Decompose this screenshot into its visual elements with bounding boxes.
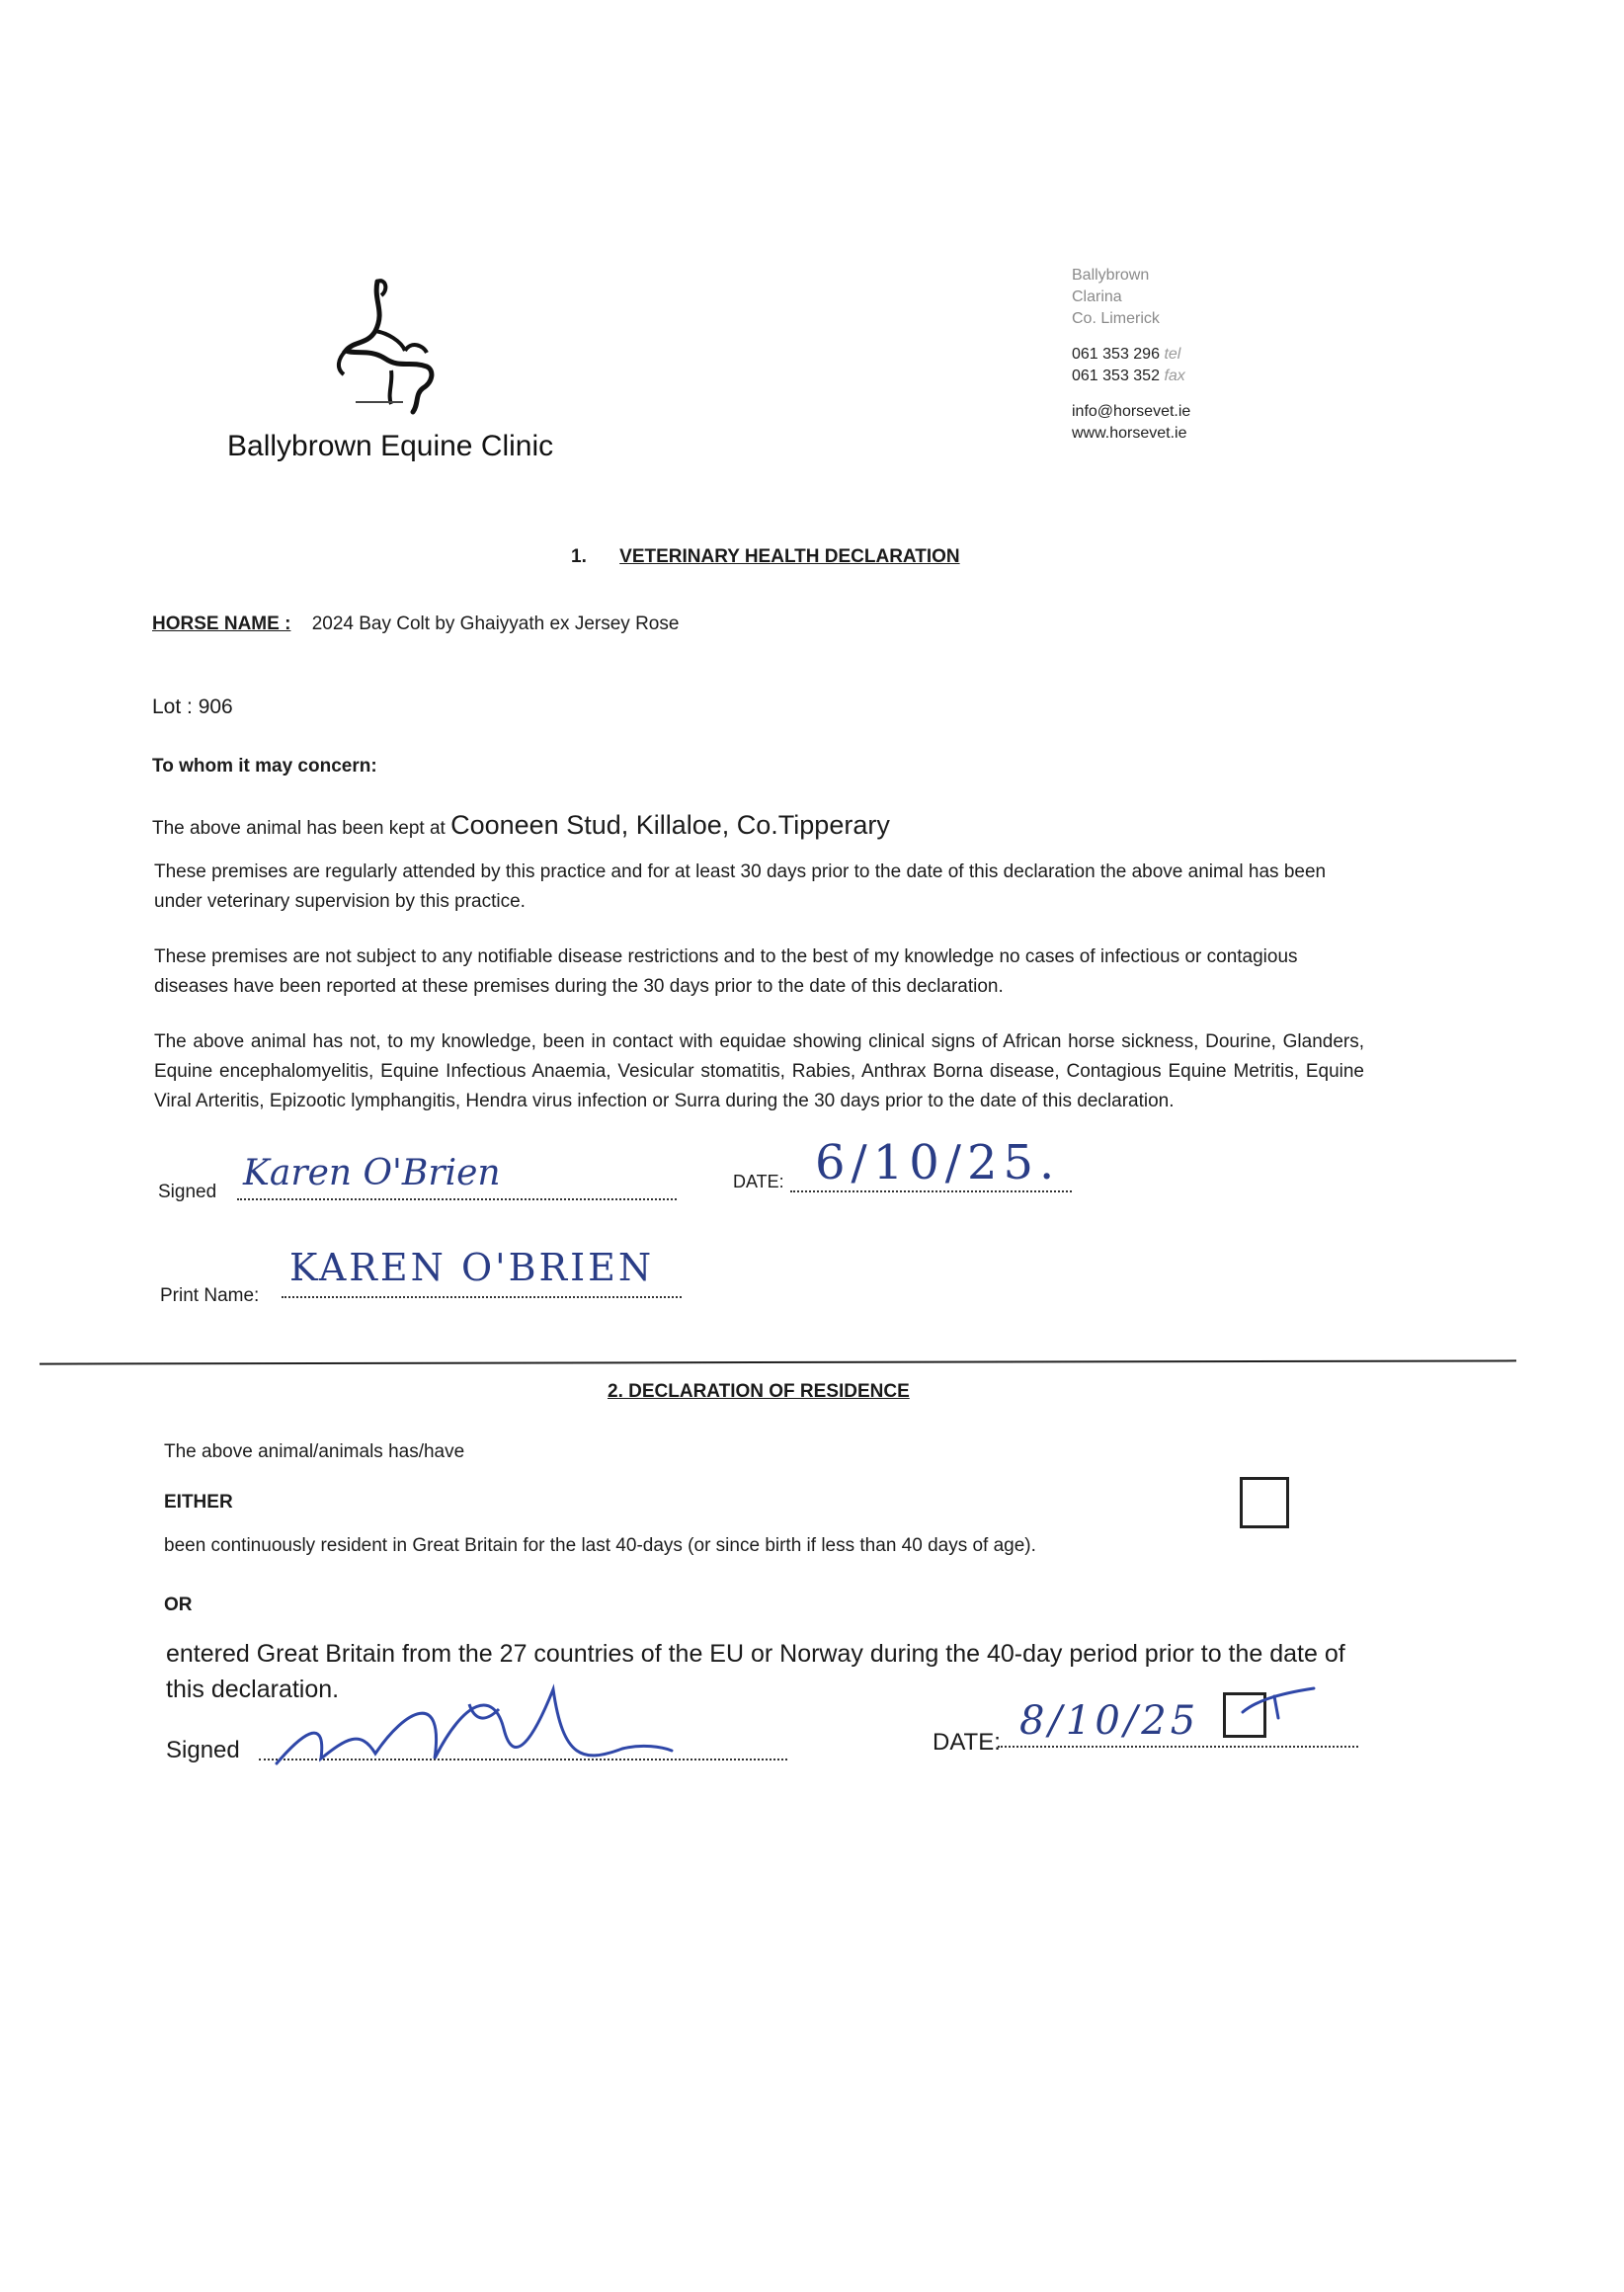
- print-name-handwritten: KAREN O'BRIEN: [289, 1246, 655, 1289]
- signed-label-2: Signed: [166, 1737, 240, 1763]
- kept-at-location: Cooneen Stud, Killaloe, Co.Tipperary: [450, 810, 890, 840]
- paragraph-disease-free: These premises are not subject to any notifiable disease restrictions and to the best of my knowledge no cases of infectious or contagious diseases have been reported at these premises during the 30 days prior to the date of this declaration.: [154, 946, 1298, 997]
- option-entered: entered Great Britain from the 27 countries of the EU or Norway during the 40-day period prior to the date of this declaration.: [166, 1640, 1345, 1703]
- tel-label: tel: [1164, 346, 1181, 363]
- lot-number: Lot : 906: [152, 696, 233, 718]
- date-handwritten-2: 8/10/25: [1019, 1698, 1200, 1744]
- section2-title: 2. DECLARATION OF RESIDENCE: [608, 1381, 910, 1402]
- salutation: To whom it may concern:: [152, 756, 377, 777]
- or-label: OR: [164, 1595, 193, 1615]
- print-name-label: Print Name:: [160, 1285, 260, 1306]
- date-handwritten: 6/10/25.: [815, 1135, 1061, 1190]
- paragraph-supervision: These premises are regularly attended by this practice and for at least 30 days prior to the date of this declaration the above animal has been under veterinary supervision by this practice.: [154, 861, 1327, 912]
- option-resident: been continuously resident in Great Britain for the last 40-days (or since birth if less than 40 days of age).: [164, 1535, 1036, 1556]
- check-mark-icon: [1235, 1684, 1324, 1734]
- print-name-line: [282, 1246, 682, 1298]
- website-address: www.horsevet.ie: [1072, 425, 1187, 442]
- kept-at-prefix: The above animal has been kept at: [152, 818, 446, 839]
- section1-title: VETERINARY HEALTH DECLARATION: [619, 546, 960, 567]
- paragraph-no-contact: The above animal has not, to my knowledge, been in contact with equidae showing clinical signs of African horse sickness, Dourine, Glanders, Equine encephalomyelitis, Equine Infectious Anaemia, Vesicular stomatitis, Rabies, Anthrax Borna disease, Contagious Equine Metritis, Equine Viral Arteritis, Epizootic lymphangitis, Hendra virus infection or Surra during the 30 days prior to the date of this declaration.: [154, 1031, 1364, 1111]
- handwritten-signature: [267, 1670, 682, 1778]
- signature-line: [237, 1153, 677, 1200]
- date-line: [790, 1135, 1072, 1192]
- signature-karen: Karen O'Brien: [243, 1153, 501, 1193]
- fax-label: fax: [1164, 368, 1185, 384]
- email-address: info@horsevet.ie: [1072, 403, 1191, 420]
- fax-number: 061 353 352: [1072, 368, 1160, 384]
- section1-number: 1.: [571, 546, 587, 567]
- tel-number: 061 353 296: [1072, 346, 1160, 363]
- horse-name-row: [152, 610, 679, 639]
- horse-logo-icon: [316, 272, 454, 420]
- date-label-2: DATE:: [933, 1729, 1001, 1756]
- horse-name-label: HORSE NAME :: [152, 614, 291, 634]
- date-label: DATE:: [733, 1172, 784, 1191]
- horse-name-value: 2024 Bay Colt by Ghaiyyath ex Jersey Rose: [311, 614, 680, 634]
- address-line: Ballybrown: [1072, 267, 1150, 284]
- address-line: Clarina: [1072, 288, 1122, 305]
- either-label: EITHER: [164, 1492, 233, 1513]
- kept-at-line: [152, 810, 890, 844]
- section1-heading: [571, 546, 960, 568]
- resident-checkbox[interactable]: [1240, 1477, 1289, 1528]
- clinic-name: Ballybrown Equine Clinic: [227, 430, 554, 462]
- signed-label: Signed: [158, 1182, 217, 1202]
- section2-intro: The above animal/animals has/have: [164, 1441, 465, 1462]
- address-line: Co. Limerick: [1072, 310, 1160, 327]
- clinic-address-block: [1072, 265, 1190, 445]
- section-divider: [40, 1359, 1516, 1364]
